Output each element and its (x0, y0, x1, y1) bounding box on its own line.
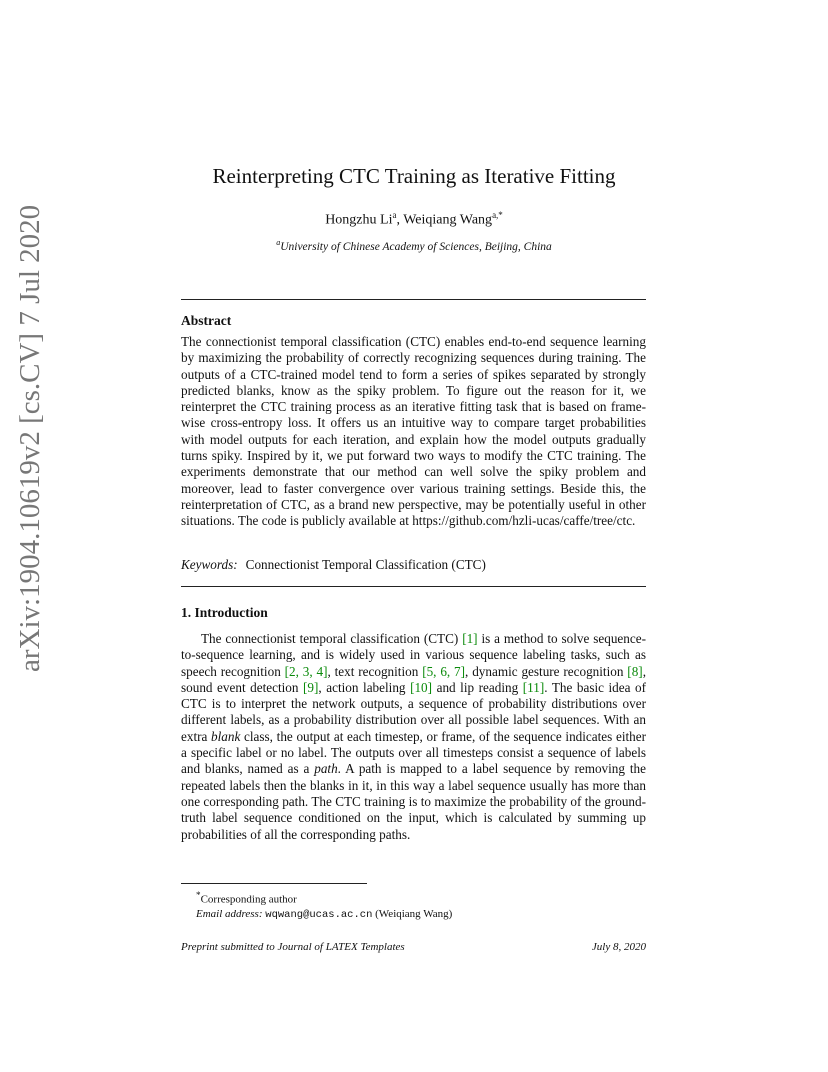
intro-text: and lip reading (432, 679, 523, 695)
keywords-line (181, 557, 646, 573)
author-separator: , (396, 212, 404, 228)
arxiv-sidebar-stamp: arXiv:1904.10619v2 [cs.CV] 7 Jul 2020 (14, 204, 46, 672)
citation-link[interactable]: [10] (410, 679, 433, 695)
abstract-body: The connectionist temporal classification (CTC) enables end-to-end sequence learning by maximizing the probability of correctly recognizing sequences during training. The outputs of a CTC-trained model tend to form a series of spikes separated by strongly predicted blanks, know as the spiky problem. To figure out the reason for it, we reinterpret the CTC training process as an iterative fitting task that is based on frame-wise cross-entropy loss. It offers us an intuitive way to compare target probabilities with model outputs for each iteration, and explain how the model outputs gradually turns spiky. Inspired by it, we put forward two ways to modify the CTC training. The experiments demonstrate that our method can well solve the spiky problem and moreover, lead to faster convergence over various training settings. Beside this, the reinterpretation of CTC, as a brand new perspective, may be potentially useful in other situations. The code is publicly available at https://github.com/hzli-ucas/caffe/tree/ctc. (181, 334, 646, 529)
intro-text: . The basic idea of CTC is to interpret the network outputs, a sequence of probability distributions over different labels, as a probability distribution over all possible label sequences. With an extra (181, 679, 646, 744)
footer-preprint-note: Preprint submitted to Journal of LATEX Templates (181, 941, 405, 953)
abstract-bottom-rule (181, 586, 646, 587)
citation-link[interactable]: [9] (303, 679, 319, 695)
footnote-email-line (196, 907, 452, 923)
intro-text: , text recognition (327, 663, 423, 679)
intro-text: class, the output at each timestep, or frame, of the sequence indicates either a specific label or no label. The outputs over all timesteps consist a sequence of labels and blanks, named as a (181, 728, 646, 777)
abstract-heading: Abstract (181, 313, 232, 328)
author-list (0, 210, 828, 229)
intro-text: is a method to solve sequence-to-sequence learning, and is widely used in various sequence labeling tasks, such as speech recognition (181, 631, 646, 679)
author-superscript: a (392, 210, 397, 220)
citation-link[interactable]: [5, 6, 7] (422, 663, 466, 679)
intro-text: , sound event detection (181, 663, 646, 695)
author-superscript: a,* (492, 210, 503, 220)
affiliation (0, 238, 828, 253)
abstract-top-rule (181, 299, 646, 300)
footnote-rule (181, 883, 367, 884)
footer-date: July 8, 2020 (591, 941, 646, 953)
footnote-email[interactable]: wqwang@ucas.ac.cn (265, 909, 373, 922)
intro-emphasis: blank (211, 728, 241, 744)
author-name: Weiqiang Wang (403, 212, 493, 228)
footnote-marker: * (196, 890, 201, 900)
introduction-paragraph (181, 631, 646, 843)
intro-emphasis: path (314, 761, 338, 777)
intro-text: , dynamic gesture recognition (465, 663, 628, 679)
paper-title: Reinterpreting CTC Training as Iterative Fitting (212, 164, 616, 188)
footnote-email-name: (Weiqiang Wang) (375, 908, 453, 921)
footnote (196, 888, 452, 923)
intro-text: , action labeling (318, 679, 411, 695)
affiliation-text: University of Chinese Academy of Sciences, Beijing, China (280, 240, 552, 253)
footnote-corresponding (196, 888, 452, 907)
citation-link[interactable]: [8] (627, 663, 643, 679)
citation-link[interactable]: [11] (522, 679, 545, 695)
keywords-label: Keywords: (181, 557, 238, 572)
footnote-email-label: Email address: (196, 908, 263, 921)
citation-link[interactable]: [1] (462, 631, 478, 646)
section-heading-introduction: 1. Introduction (181, 605, 268, 620)
intro-text: The connectionist temporal classification (CTC) (201, 631, 463, 646)
intro-text: . A path is mapped to a label sequence by removing the repeated labels then the blanks in it, in this way a label sequence usually has more than one corresponding path. The CTC training is to maximize the probability of the ground-truth label sequence conditioned on the input, which is calculated by summing up probabilities of all the corresponding paths. (181, 761, 646, 842)
footnote-text: Corresponding author (200, 893, 297, 906)
author-name: Hongzhu Li (325, 212, 393, 228)
keywords-text: Connectionist Temporal Classification (CTC) (245, 557, 486, 572)
affiliation-marker: a (276, 238, 281, 247)
citation-link[interactable]: [2, 3, 4] (284, 663, 328, 679)
